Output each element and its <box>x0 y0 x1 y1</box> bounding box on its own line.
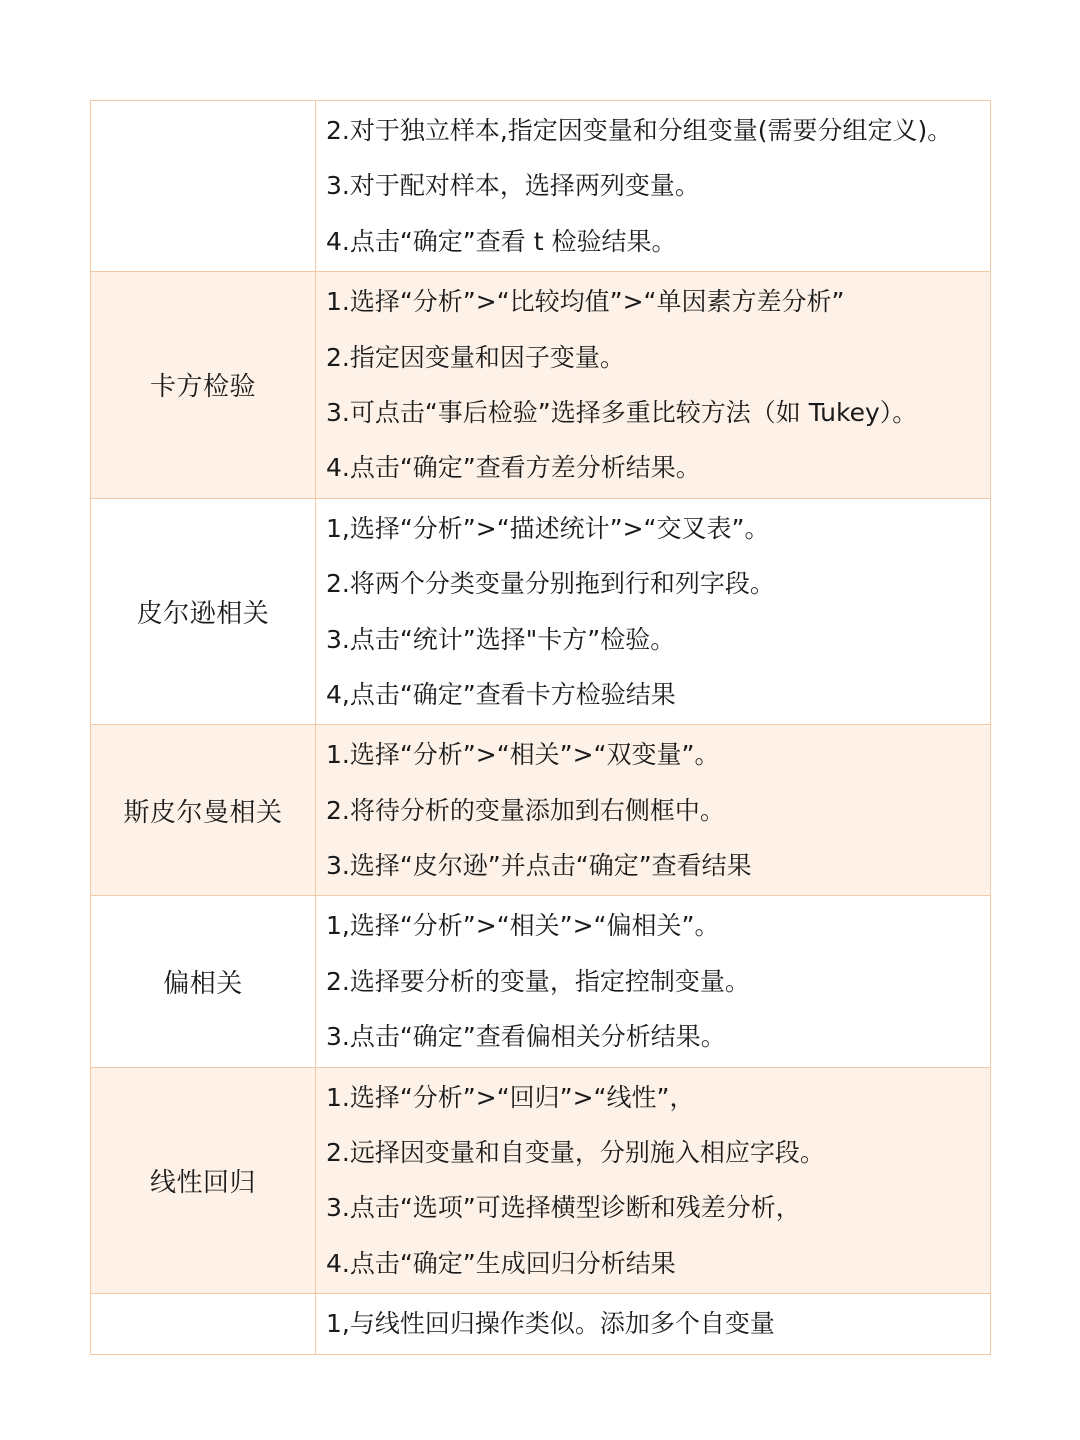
table-row <box>91 272 991 499</box>
step-text: 1.选择“分析”>“比较均值”>“单因素方差分析” <box>326 287 845 317</box>
step-text: 2.将两个分类变量分别拖到行和列字段。 <box>326 569 775 599</box>
table-row <box>91 1067 991 1294</box>
step-text: 4,点击“确定”查看卡方检验结果 <box>326 679 676 709</box>
steps-cell <box>316 101 991 272</box>
step-text: 3.点击“选项”可选择横型诊断和残差分析， <box>326 1193 801 1223</box>
step-text: 3.选择“皮尔逊”并点击“确定”查看结果 <box>326 851 752 881</box>
step-text: 1,与线性回归操作类似。添加多个自变量 <box>326 1309 775 1339</box>
method-name-cell: 斯皮尔曼相关 <box>91 725 316 896</box>
step-text: 3.可点击“事后检验”选择多重比较方法（如 Tukey）。 <box>326 397 918 427</box>
table-row <box>91 101 991 272</box>
steps-cell <box>316 498 991 725</box>
method-name-cell <box>91 101 316 272</box>
step-text: 2.将待分析的变量添加到右侧框中。 <box>326 795 725 825</box>
step-text: 1,选择“分析”>“描述统计”>“交叉表”。 <box>326 513 770 543</box>
step-text: 1,选择“分析”>“相关”>“偏相关”。 <box>326 911 720 941</box>
method-name-cell: 偏相关 <box>91 896 316 1067</box>
step-text: 2.对于独立样本,指定因变量和分组变量(需要分组定义)。 <box>326 116 953 145</box>
table-row <box>91 498 991 725</box>
steps-cell <box>316 272 991 499</box>
methods-table <box>90 100 991 1355</box>
steps-cell <box>316 896 991 1067</box>
step-text: 3.点击“确定”查看偏相关分析结果。 <box>326 1022 726 1052</box>
steps-cell <box>316 725 991 896</box>
step-text: 1.选择“分析”>“相关”>“双变量”。 <box>326 740 720 770</box>
step-text: 3.点击“统计”选择"卡方”检验。 <box>326 624 676 654</box>
table-row <box>91 896 991 1067</box>
step-text: 3.对于配对样本，选择两列变量。 <box>326 171 700 201</box>
method-name-cell <box>91 1294 316 1354</box>
method-name-cell: 卡方检验 <box>91 272 316 499</box>
step-text: 4.点击“确定”查看 t 检验结果。 <box>326 226 677 256</box>
step-text: 2.选择要分析的变量，指定控制变量。 <box>326 966 750 996</box>
table-row <box>91 1294 991 1354</box>
method-name-cell: 线性回归 <box>91 1067 316 1294</box>
step-text: 4.点击“确定”查看方差分析结果。 <box>326 453 701 483</box>
step-text: 4.点击“确定”生成回归分析结果 <box>326 1248 676 1278</box>
step-text: 2.指定因变量和因子变量。 <box>326 342 625 372</box>
methods-table-body <box>91 101 991 1355</box>
step-text: 2.远择因变量和自变量，分别施入相应字段。 <box>326 1138 825 1168</box>
steps-cell <box>316 1294 991 1354</box>
step-text: 1.选择“分析”>“回归”>“线性”， <box>326 1082 695 1112</box>
table-row <box>91 725 991 896</box>
method-name-cell: 皮尔逊相关 <box>91 498 316 725</box>
steps-cell <box>316 1067 991 1294</box>
